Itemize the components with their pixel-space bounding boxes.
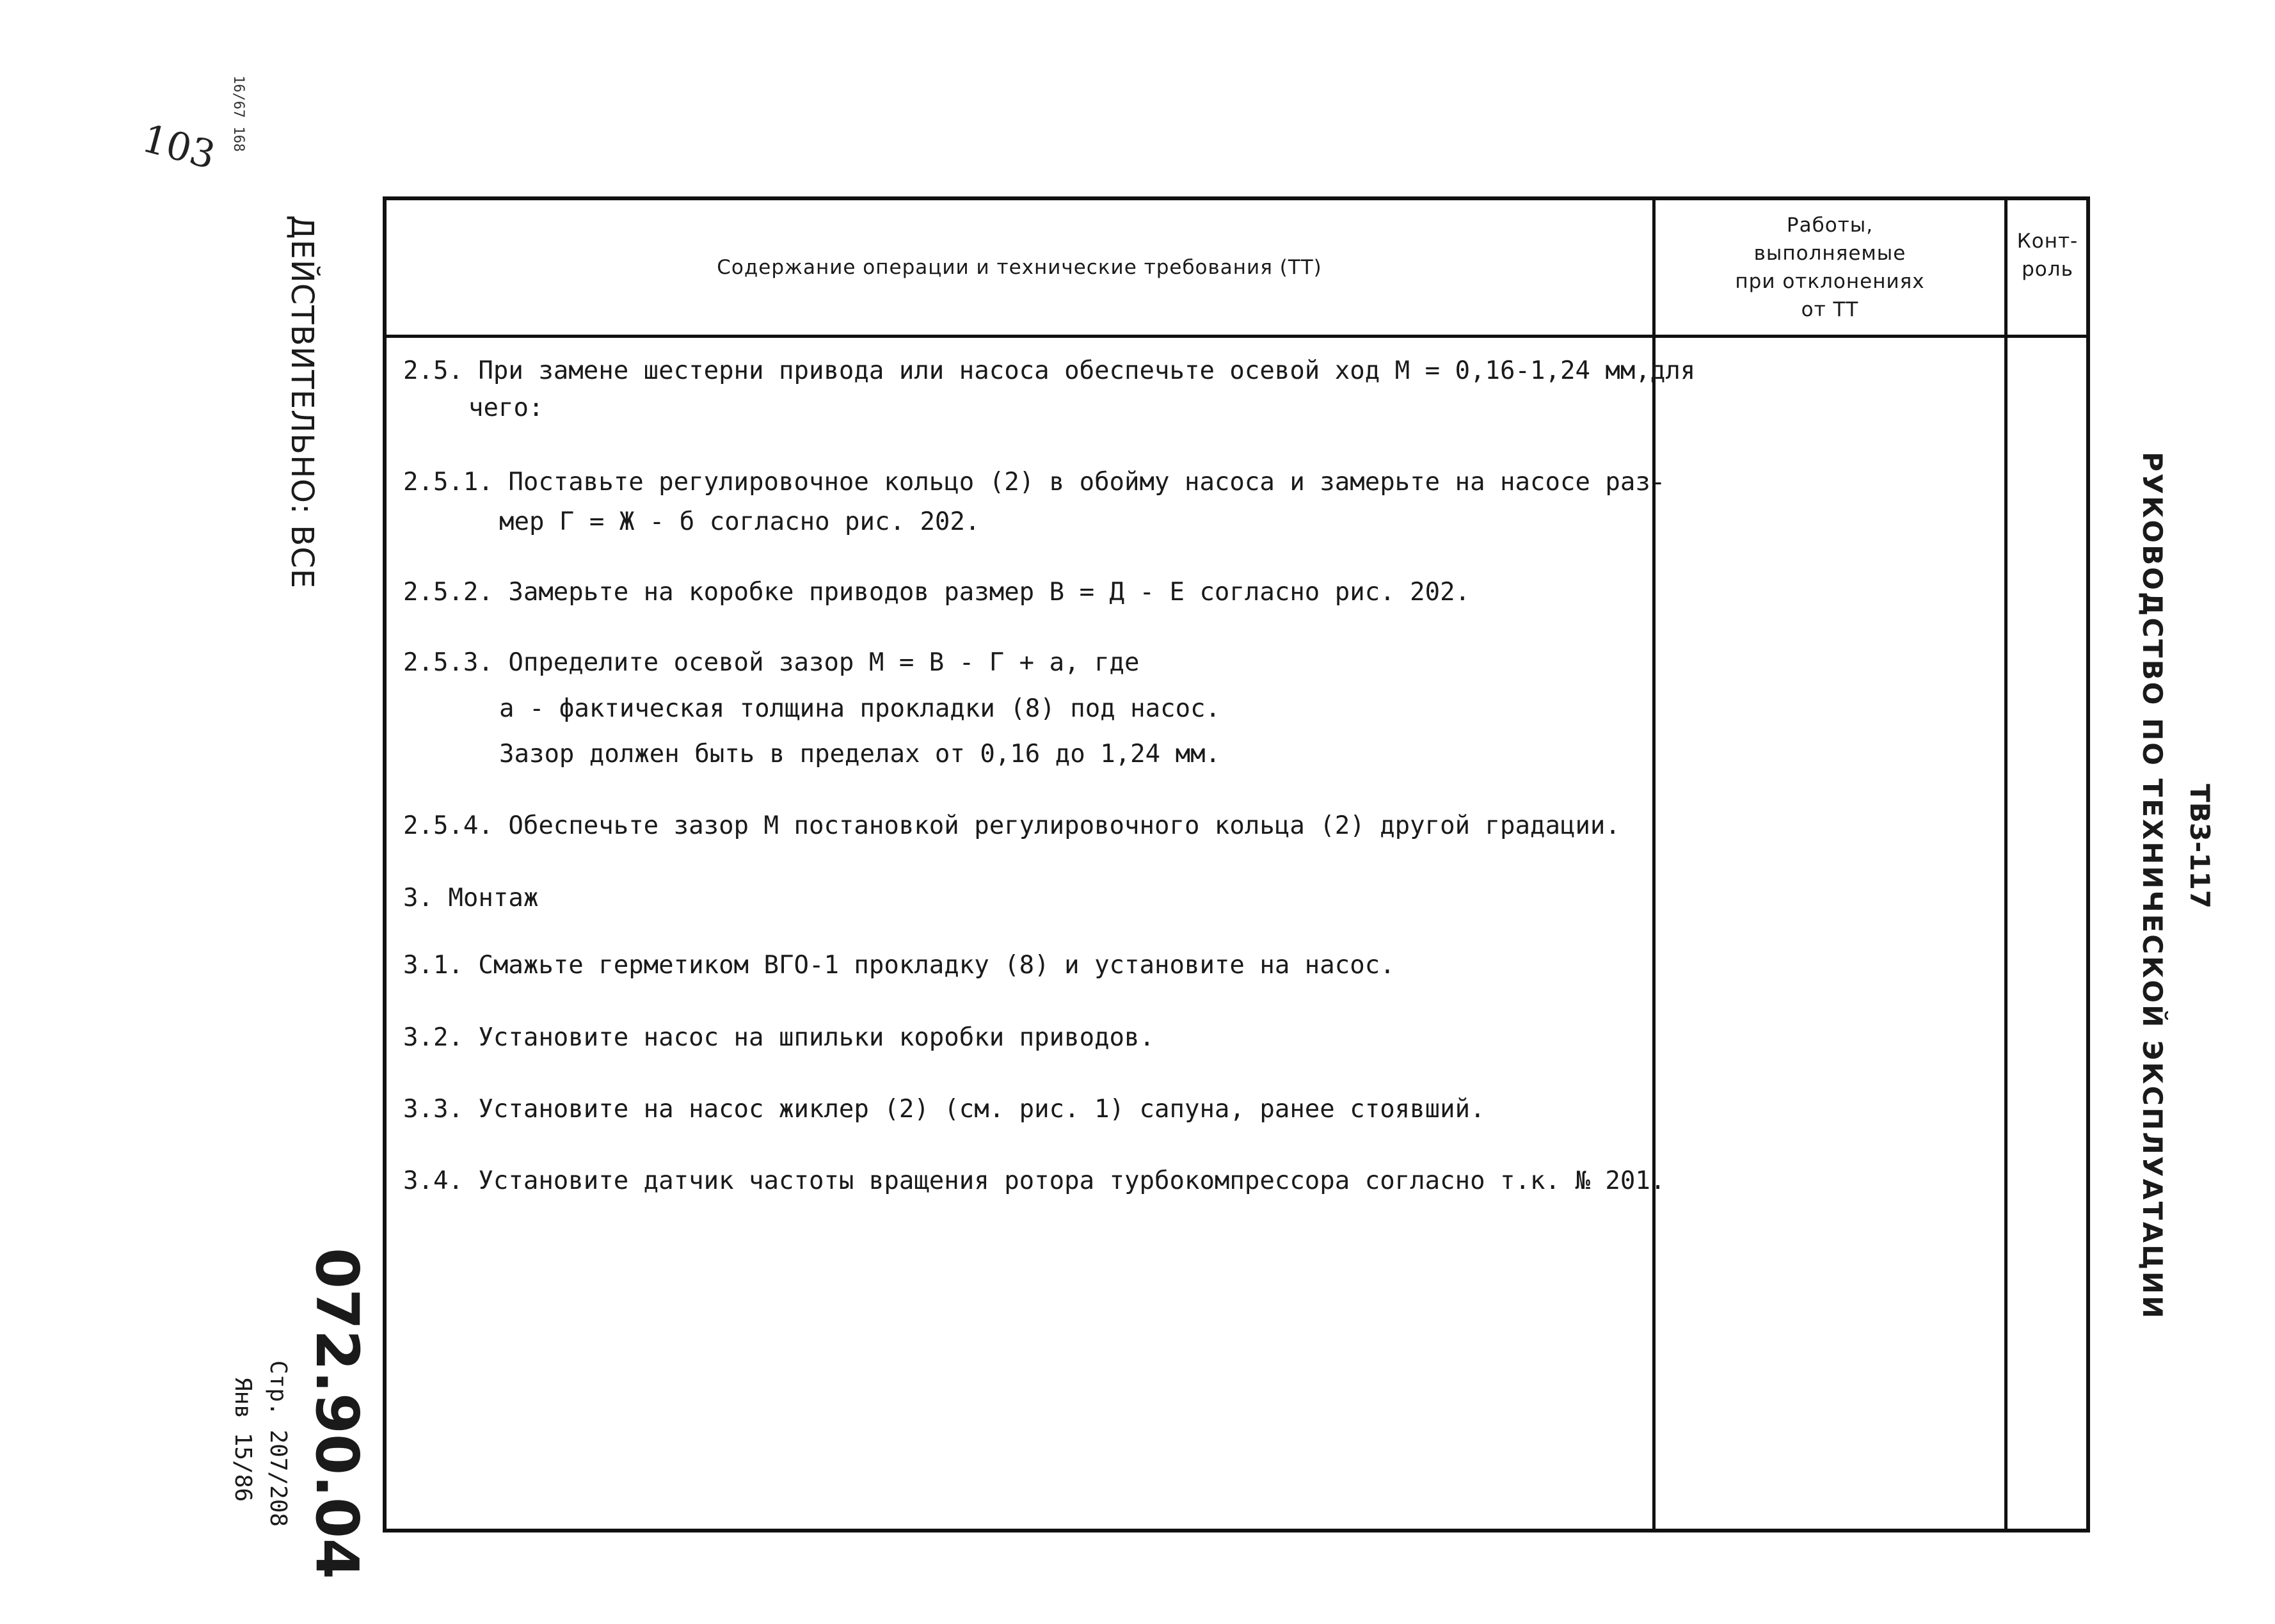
header-works-line: выполняемые — [1753, 242, 1906, 265]
operation-line: 2.5.3. Определите осевой зазор М = В - Г + а, где — [403, 648, 1140, 677]
header-divider — [387, 335, 2086, 338]
operation-line: мер Г = Ж - б согласно рис. 202. — [499, 507, 980, 536]
operation-line: 3.4. Установите датчик частоты вращения ротора турбокомпрессора согласно т.к. № 201. — [403, 1166, 1666, 1195]
page-number: Стр. 207/208 — [265, 1360, 291, 1527]
header-control-line: роль — [2022, 258, 2073, 281]
header-control — [2008, 200, 2087, 335]
handwritten-page-number: 103 — [137, 116, 220, 179]
operation-line: 2.5. При замене шестерни привода или насоса обеспечьте осевой ход М = 0,16-1,24 мм,для — [403, 356, 1696, 385]
column-divider — [1652, 200, 1656, 1529]
header-content: Содержание операции и технические требования (ТТ) — [717, 256, 1322, 279]
operation-line: а - фактическая толщина прокладки (8) под насос. — [499, 694, 1221, 723]
header-control-line: Конт- — [2016, 230, 2079, 253]
operation-line: чего: — [468, 394, 544, 422]
operation-line: 2.5.4. Обеспечьте зазор М постановкой регулировочного кольца (2) другой градации. — [403, 811, 1620, 840]
operation-line: 3.2. Установите насос на шпильки коробки приводов. — [403, 1023, 1154, 1052]
manual-title: РУКОВОДСТВО ПО ТЕХНИЧЕСКОЙ ЭКСПЛУАТАЦИИ — [2137, 452, 2168, 1321]
archive-stamp: 16/67 168 — [230, 76, 246, 152]
effectivity-label: ДЕЙСТВИТЕЛЬНО: ВСЕ — [284, 215, 320, 589]
revision-date: Янв 15/86 — [230, 1377, 256, 1502]
operation-line: 2.5.1. Поставьте регулировочное кольцо (2) в обойму насоса и замерьте на насосе раз- — [403, 468, 1666, 497]
operation-line: 3.1. Смажьте герметиком ВГО-1 прокладку (8) и установите на насос. — [403, 951, 1395, 980]
operation-line: 3.3. Установите на насос жиклер (2) (см. рис. 1) сапуна, ранее стоявший. — [403, 1095, 1485, 1124]
header-works — [1656, 200, 2004, 335]
document-number: 072.90.04 — [303, 1248, 371, 1579]
operation-line: Зазор должен быть в пределах от 0,16 до 1,24 мм. — [499, 740, 1221, 768]
operations-table — [383, 196, 2090, 1532]
header-works-line: от ТТ — [1801, 298, 1859, 321]
header-works-line: Работы, — [1786, 214, 1874, 237]
manual-code: ТВ3-117 — [2184, 784, 2215, 909]
operation-line: 2.5.2. Замерьте на коробке приводов размер В = Д - Е согласно рис. 202. — [403, 578, 1471, 607]
section-heading: 3. Монтаж — [403, 884, 539, 912]
column-divider — [2004, 200, 2008, 1529]
header-works-line: при отклонениях — [1735, 270, 1925, 293]
